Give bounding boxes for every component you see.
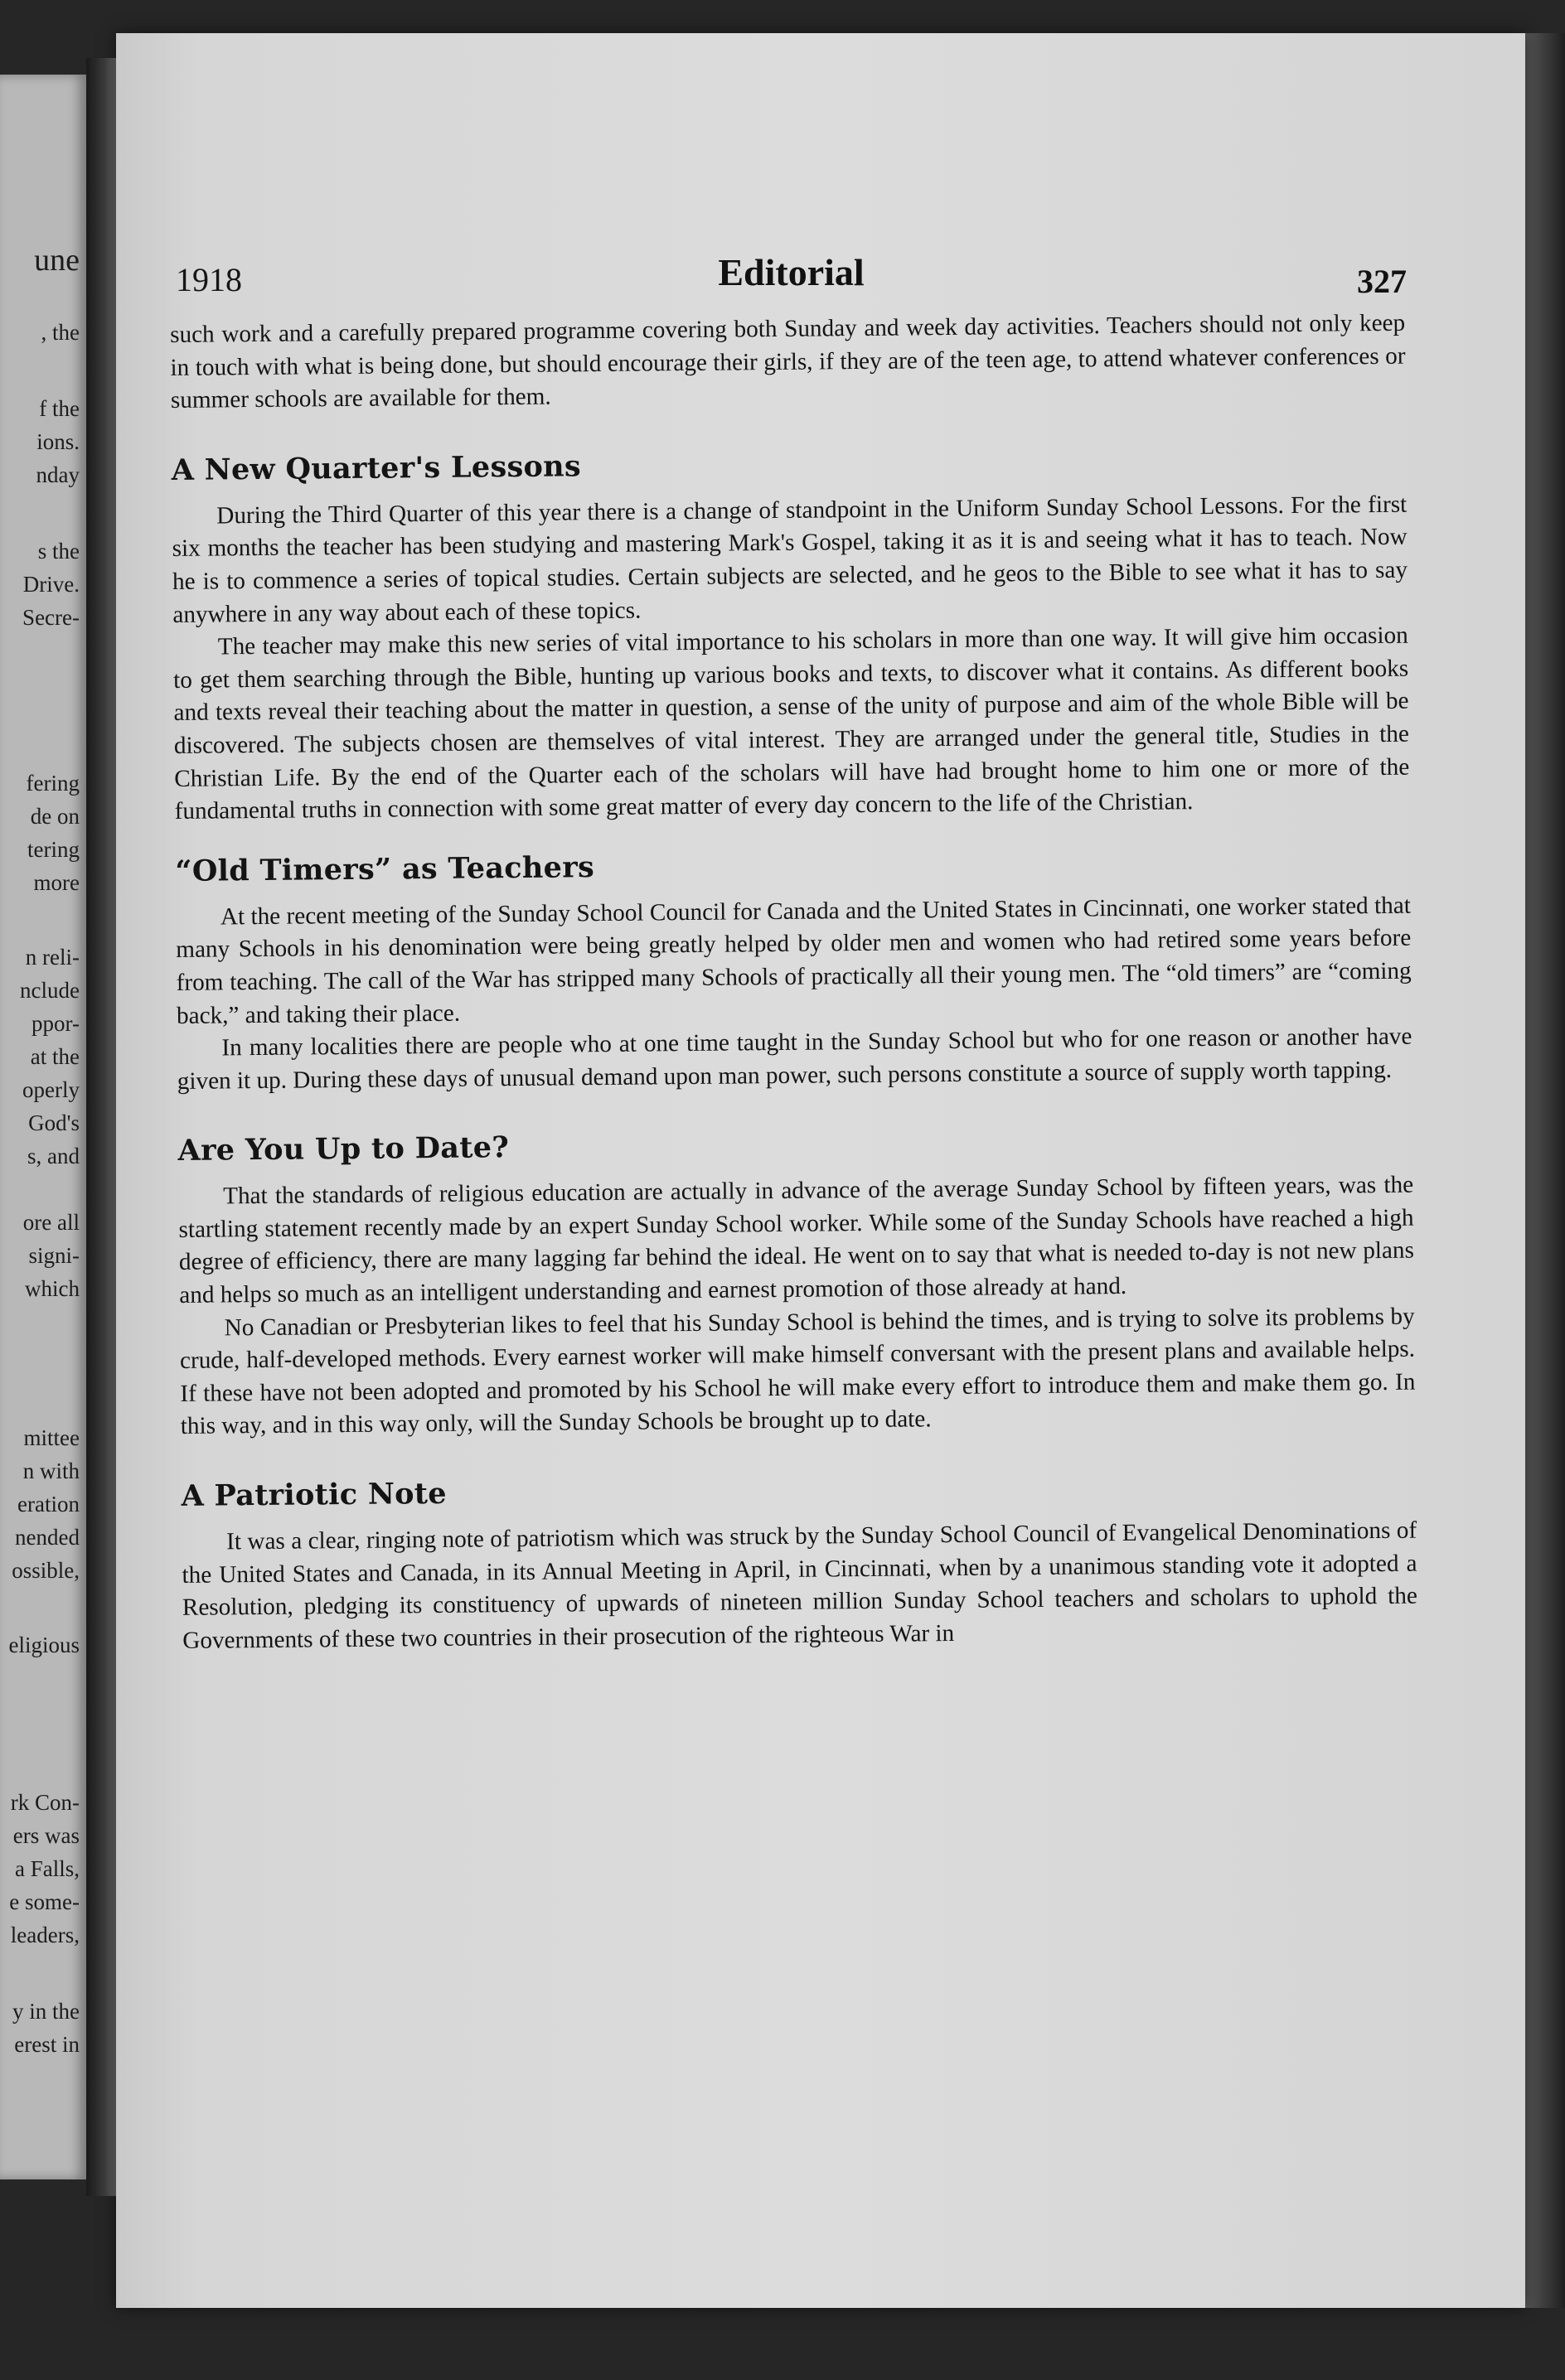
facing-page-fragment: y in the — [12, 1999, 80, 2024]
facing-page-fragment: mittee — [23, 1425, 80, 1450]
right-page-edge — [1525, 33, 1565, 2308]
facing-page-fragment: s, and — [27, 1144, 80, 1168]
section-heading: A Patriotic Note — [181, 1476, 448, 1513]
opening-paragraph: such work and a carefully prepared programme covering both Sunday and week day activities. Teachers should not only keep in touch with what is being done, but should encourage their girls, if they are of the teen age, to attend whatever conferences or summer schools are available for them. — [170, 309, 1406, 414]
section-paragraph: In many localities there are people who at one time taught in the Sunday School but who for one reason or another have given it up. During these days of unusual demand upon man power, such persons constitute a source of supply worth tapping. — [177, 1023, 1412, 1095]
facing-page-fragment: f the — [39, 396, 80, 421]
running-head-year: 1918 — [176, 261, 242, 298]
facing-page-fragment: une — [34, 243, 80, 278]
facing-page-fragment: nclude — [20, 978, 80, 1003]
facing-page-fragment: ossible, — [12, 1558, 80, 1583]
facing-page-fragment: rk Con- — [10, 1790, 80, 1815]
facing-page-fragment: a Falls, — [15, 1856, 80, 1881]
facing-page-fragment: operly — [22, 1077, 80, 1102]
facing-page-fragment: tering — [27, 837, 80, 862]
section-paragraph: The teacher may make this new series of vital importance to his scholars in more than one way. It will give him occasion to get them searching through the Bible, hunting up various books and texts, to discover what it contains. As different books and texts reveal their teaching about the matter in question, a sense of the unity of purpose and aim of the whole Bible will be discovered. The subjects chosen are themselves of vital interest. They are arranged under the general title, Studies in the Christian Life. By the end of the Quarter each of the scholars will have had brought home to him one or more of the fundamental truths in connection with some great matter of every day concern to the life of the Christian. — [173, 622, 1410, 825]
facing-page-fragment: n reli- — [25, 945, 80, 970]
facing-page-fragment: more — [33, 870, 80, 895]
facing-page-fragment: eligious — [8, 1633, 80, 1657]
facing-page-fragment: ions. — [36, 429, 80, 454]
facing-page-fragment: eration — [17, 1492, 80, 1517]
facing-page-fragment: , the — [41, 320, 80, 345]
book-gutter — [86, 58, 116, 2196]
facing-page-fragment: leaders, — [10, 1923, 80, 1947]
facing-page-fragment: ers was — [12, 1823, 80, 1848]
facing-page-edge — [0, 75, 86, 2179]
section-paragraph: It was a clear, ringing note of patriotism which was struck by the Sunday School Council of Evangelical Denominations of the United States and Canada, in its Annual Meeting in April, in Cincinnati, when by a unanimous standing vote it adopted a Resolution, pledging its constituency of upwards of nineteen million Sunday School teachers and scholars to uphold the Governments of these two countries in their prosecution of the righteous War in — [182, 1517, 1418, 1654]
running-head-title: Editorial — [718, 251, 865, 293]
facing-page-fragment: nday — [36, 462, 80, 487]
section-paragraph: That the standards of religious education are actually in advance of the average Sunday School by fifteen years, was the startling statement recently made by an expert Sunday School worker. While some of the Sunday Schools have reached a high degree of efficiency, there are many lagging far behind the ideal. He went on to say that what is needed to-day is not new plans and helps so much as an intelligent understanding and earnest promotion of those already at hand. — [178, 1171, 1415, 1309]
section-heading: Are You Up to Date? — [177, 1130, 510, 1168]
facing-page-fragment: Secre- — [22, 605, 80, 630]
page-number: 327 — [1357, 263, 1407, 300]
section-paragraph: During the Third Quarter of this year there is a change of standpoint in the Uniform Sunday School Lessons. For the first six months the teacher has been studying and mastering Mark's Gospel, taking it as it is and seeing what it has to teach. Now he is to commence a series of topical studies. Certain subjects are selected, and he geos to the Bible to see what it has to say anywhere in any way about each of these topics. — [172, 491, 1408, 628]
section-heading: A New Quarter's Lessons — [171, 449, 582, 487]
section-paragraph: At the recent meeting of the Sunday School Council for Canada and the United States in Cincinnati, one worker stated that many Schools in his denomination were being greatly helped by older men and women who had retired some years before from teaching. The call of the War has stripped many Schools of practically all their young men. The “old timers” are “coming back,” and taking their place. — [176, 892, 1412, 1029]
running-head — [176, 250, 1407, 308]
facing-page-fragment: which — [25, 1276, 80, 1301]
article-body — [170, 307, 1417, 1658]
facing-page-fragment: signi- — [28, 1243, 80, 1268]
section-heading: “Old Timers” as Teachers — [175, 849, 595, 888]
facing-page-fragment: de on — [30, 804, 80, 829]
facing-page-fragment: at the — [30, 1044, 80, 1069]
facing-page-fragment: Drive. — [22, 572, 80, 597]
facing-page-fragment: nended — [15, 1525, 80, 1550]
section-paragraph: No Canadian or Presbyterian likes to feel that his Sunday School is behind the times, and is trying to solve its problems by crude, half-developed methods. Every earnest worker will make himself conversant with the present plans and available helps. If these have not been adopted and promoted by his School he will make every effort to introduce them and make them go. In this way, and in this way only, will the Sunday Schools be brought up to date. — [179, 1303, 1416, 1440]
facing-page-fragment: ppor- — [31, 1011, 80, 1036]
facing-page-fragment: n with — [22, 1458, 80, 1483]
facing-page-fragment: ore all — [22, 1210, 80, 1235]
facing-page-fragment: God's — [28, 1110, 80, 1135]
facing-page-fragment: s the — [37, 539, 80, 564]
facing-page-fragment: e some- — [9, 1889, 80, 1914]
journal-page — [116, 33, 1525, 2308]
facing-page-fragment: erest in — [14, 2032, 80, 2057]
facing-page-fragment: fering — [26, 771, 80, 796]
